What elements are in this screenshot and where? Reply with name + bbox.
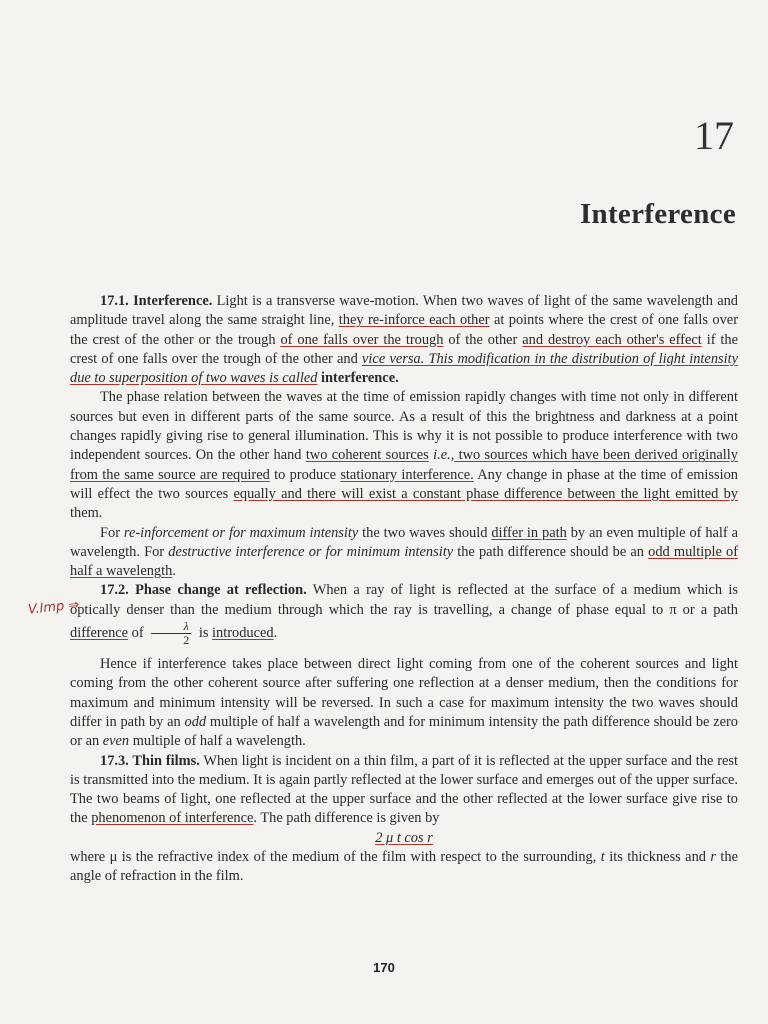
section-17-3-paragraph: [70, 752, 738, 829]
underlined-text: equally and there will exist a constant phase difference between the light emitted by: [233, 485, 739, 502]
underlined-text: two sources which have been derived originally from the same source are required: [70, 447, 738, 483]
text-run: the two waves should: [358, 524, 492, 541]
italic-text: r: [710, 849, 716, 866]
text-run: multiple of half a wavelength.: [129, 733, 306, 750]
underlined-text: phenomenon of interference: [91, 810, 254, 827]
fraction-numerator: λ: [151, 620, 191, 634]
text-run: The phase relation between the waves at the time of emission rapidly changes with time not only in different sources but even in different parts of the same source. As a result of this the brightness and darkness at a point changes rapidly giving rise to general illumination. This is why it is not possible to produce interference with two independent sources. On the other hand: [70, 389, 738, 464]
italic-text: re-inforcement or for maximum intensity: [123, 524, 359, 541]
text-run: .: [273, 624, 278, 641]
text-run: the angle of refraction in the film.: [70, 849, 738, 885]
body-text: [70, 292, 738, 887]
chapter-number: 17: [694, 113, 734, 158]
text-run: the path difference should be an: [453, 543, 649, 560]
underlined-text: stationary interference.: [340, 466, 474, 483]
section-heading: 17.2. Phase change at reflection.: [100, 582, 307, 599]
underlined-text: of one falls over the trough: [280, 331, 444, 348]
text-run: by an even multiple of half a wavelength. For: [70, 524, 738, 560]
section-17-1-paragraph: [70, 292, 738, 388]
formula-text: 2 μ t cos r: [375, 829, 433, 846]
paragraph-phase-relation: [70, 388, 738, 523]
text-run: of: [128, 624, 148, 641]
underlined-text: and destroy each other's effect: [522, 331, 702, 348]
text-run: if the crest of one falls over the trough of the other and: [70, 331, 738, 367]
text-run: . The path difference is given by: [253, 810, 440, 827]
text-run: where μ is the refractive index of the medium of the film with respect to the surrounding,: [70, 849, 601, 866]
underlined-italic-text: vice versa. This modification in the distribution of light intensity due to superposition of two waves is called: [70, 350, 738, 387]
handwritten-annotation: V.Imp ⇒: [27, 597, 80, 618]
page-number: 170: [373, 960, 395, 975]
paragraph-conditions: [70, 524, 738, 582]
underlined-text: odd multiple of half a wavelength: [70, 543, 739, 580]
fraction-denominator: 2: [183, 633, 190, 648]
text-run: multiple of half a wavelength and for minimum intensity the path difference should be zero or an: [70, 713, 738, 750]
text-run: .: [172, 563, 176, 580]
italic-text: destructive interference or for minimum intensity: [168, 543, 454, 560]
chapter-title: Interference: [579, 198, 736, 230]
text-run: its thickness and: [604, 849, 711, 866]
italic-text: odd: [184, 713, 207, 730]
text-run: Light is a transverse wave-motion. When two waves of light of the same wavelength and amplitude travel along the same straight line,: [70, 293, 738, 329]
italic-text: even: [102, 733, 130, 750]
text-run: When light is incident on a thin film, a part of it is reflected at the upper surface and the rest is transmitted into the medium. It is again partly reflected at the lower surface and emerges out of the upper surface. The two beams of light, one reflected at the upper surface and the other reflected at the lower surface give rise to the: [70, 752, 739, 827]
text-run: of the other: [443, 331, 523, 348]
underlined-text: they re-inforce each other: [338, 312, 490, 329]
path-difference-formula: [70, 829, 738, 848]
text-run: at points where the crest of one falls over the crest of the other or the trough: [70, 312, 738, 348]
text-run: For: [100, 524, 124, 541]
italic-text: t: [600, 849, 605, 866]
underlined-text: difference: [70, 624, 129, 641]
section-heading: 17.3. Thin films.: [100, 752, 200, 769]
underlined-text: two coherent sources: [305, 447, 429, 464]
text-run: Hence if interference takes place between direct light coming from one of the coherent sources and light coming from the other coherent source after suffering one reflection at a denser medium, then the conditions for maximum and minimum intensity will be reversed. In such a case for maximum intensity the two waves should differ in path by an: [70, 656, 738, 730]
text-run: Any change in phase at the time of emission will effect the two sources: [70, 466, 738, 502]
text-run: When a ray of light is reflected at the surface of a medium which is optically denser than the medium through which the ray is travelling, a change of phase equal to π or a path: [70, 582, 738, 618]
bold-term: interference.: [317, 370, 399, 387]
text-run: to produce: [269, 466, 341, 483]
section-heading: 17.1. Interference.: [100, 293, 213, 309]
underlined-text: differ in path: [491, 524, 567, 541]
italic-text: i.e.,: [428, 447, 455, 464]
section-17-2-paragraph: [70, 581, 738, 647]
paragraph-reversed-conditions: [70, 655, 738, 751]
text-run: them.: [70, 505, 103, 522]
paragraph-where: [70, 848, 738, 887]
text-run: is: [195, 624, 213, 641]
underlined-text: introduced: [212, 624, 274, 641]
lambda-over-two-fraction: [151, 620, 191, 647]
